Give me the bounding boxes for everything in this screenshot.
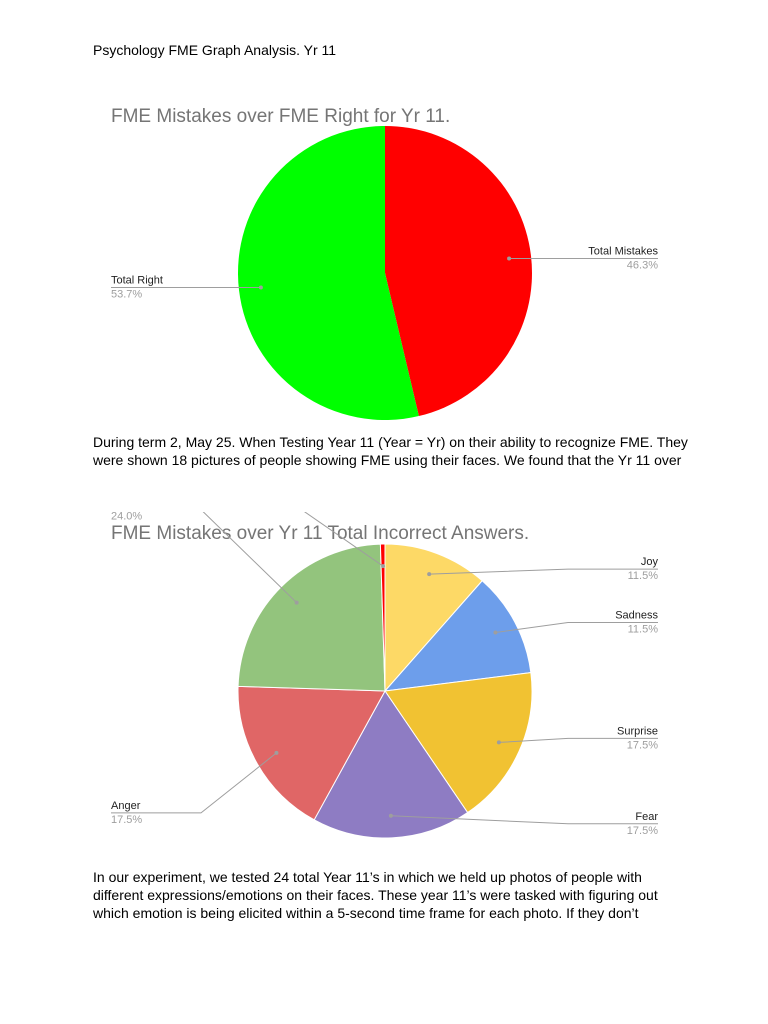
slice-value-surprise: 17.5% — [626, 739, 658, 752]
slice-value-sadness: 11.5% — [627, 623, 658, 636]
slice-label-joy: Joy — [640, 556, 658, 569]
slice-value-fear: 17.5% — [626, 824, 658, 837]
paragraph-intro: During term 2, May 25. When Testing Year 11 (Year = Yr) on their ability to recognize FME. They were shown 18 pictures of people showing FME using their faces. We found that the Yr 11 over — [93, 434, 688, 468]
pie-chart-2-svg — [93, 512, 678, 842]
leader-dot-disgust — [295, 601, 299, 605]
leader-dot-joy — [427, 572, 431, 576]
leader-dot-fear — [389, 814, 393, 818]
slice-label-total-mistakes: Total Mistakes — [588, 245, 658, 258]
slice-label-anger: Anger — [111, 799, 141, 812]
slice-value-anger: 17.5% — [111, 813, 143, 826]
slice-label-fear: Fear — [635, 810, 658, 823]
document-title: Psychology FME Graph Analysis. Yr 11 — [93, 42, 337, 58]
slice-value-joy: 11.5% — [627, 570, 658, 583]
slice-label-total-right: Total Right — [111, 274, 163, 287]
slice-value-disgust: 24.0% — [111, 512, 143, 523]
slice-label-sadness: Sadness — [615, 609, 658, 622]
pie-chart-1-svg — [93, 92, 678, 422]
slice-value-total-mistakes: 46.3% — [626, 259, 658, 272]
chart-title: FME Mistakes over FME Right for Yr 11. — [111, 106, 451, 127]
leader-dot-anger — [274, 751, 278, 755]
leader-dot-surprise — [497, 740, 501, 744]
pie-chart-right-vs-mistakes — [93, 92, 678, 422]
leader-dot-sadness — [493, 631, 497, 635]
chart-title: FME Mistakes over Yr 11 Total Incorrect Answers. — [111, 523, 530, 544]
leader-dot-errors — [381, 564, 385, 568]
leader-dot-total-right — [259, 285, 263, 289]
slice-value-total-right: 53.7% — [111, 288, 143, 301]
leader-dot-total-mistakes — [507, 257, 511, 261]
paragraph-experiment: In our experiment, we tested 24 total Year 11’s in which we held up photos of people with different expressions/emotions on their faces. These year 11’s were tasked with figuring out which emotion is being elicited within a 5-second time frame for each photo. If they don’t — [93, 869, 658, 921]
slice-label-surprise: Surprise — [617, 725, 658, 738]
pie-chart-incorrect-breakdown — [93, 512, 678, 842]
pie-slice-disgust — [238, 544, 385, 691]
